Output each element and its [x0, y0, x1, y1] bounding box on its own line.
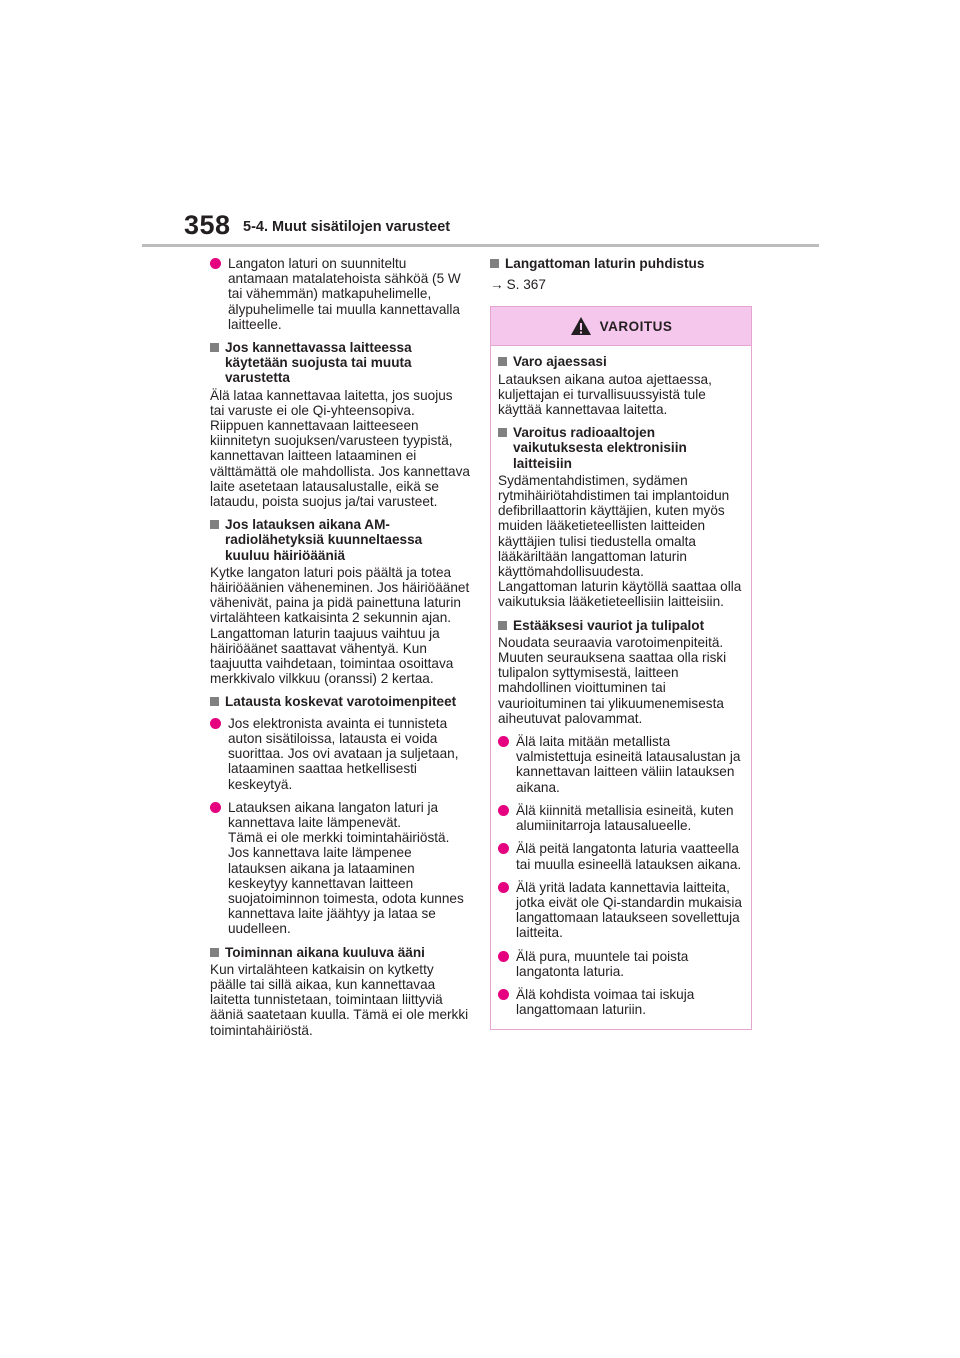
heading-square-icon — [210, 697, 219, 706]
paragraph: Kytke langaton laturi pois päältä ja totea häiriöäänien väheneminen. Jos häiriöäänet vähenivät, paina ja pidä painettuna laturin virtalähteen katkaisinta 2 sekunnin ajan. Langattoman laturin taajuus vaihtuu ja häiriöäänet saattavat vähentyä. Kun taajuutta vaihdetaan, toimintaa osoittava merkkivalo vilkkuu (oranssi) 2 kertaa. — [210, 564, 470, 687]
heading-square-icon — [498, 428, 507, 437]
bullet-dot-icon — [210, 802, 221, 813]
paragraph-text: Sydämentahdistimen, sydämen rytmihäiriötahdistimen tai implantoidun defibrillaattorin käyttäjien, kuten myös muiden lääketieteellisten laitteiden käyttäjien tulisi tiedustella omalta lääkäriltään langattoman laturin käyttömahdollisuudesta. — [498, 472, 730, 580]
paragraph: Noudata seuraavia varotoimenpiteitä. Muuten seurauksena saattaa olla riski tulipalon syttymisestä, laitteen mahdollinen vioittuminen tai vaurioituminen tai ylikuumenemisesta aiheutuvat palovammat. — [498, 634, 727, 726]
subheading-text: Toiminnan aikana kuuluva ääni — [225, 944, 425, 960]
paragraph: Kun virtalähteen katkaisin on kytketty päälle tai sillä aikaa, kun kannettavaa laitetta tunnistetaan, toimintaan liittyviä ääniä saatetaan kuulla. Tämä ei ole merkki toimintahäiriöstä. — [210, 961, 469, 1038]
right-column — [490, 256, 752, 1030]
subheading — [498, 425, 743, 471]
bullet-dot-icon — [210, 718, 221, 729]
warning-title: VAROITUS — [599, 318, 673, 334]
list-item-text: Älä kohdista voimaa tai iskuja langattomaan laturiin. — [516, 986, 695, 1018]
list-item-text: Älä yritä ladata kannettavia laitteita, jotka eivät ole Qi-standardin mukaisia langattomaan lataukseen sovellettuja laitteita. — [516, 879, 742, 941]
subheading-text: Estääksesi vauriot ja tulipalot — [513, 617, 705, 633]
list-item-text: Langaton laturi on suunniteltu antamaan matalatehoista sähköä (5 W tai vähemmän) matkapuhelimelle, älypuhelimelle tai muulla kannettavalla laitteelle. — [228, 256, 461, 332]
warning-header — [491, 307, 751, 346]
bullet-dot-icon — [498, 951, 509, 962]
page-reference-text: S. 367 — [506, 277, 546, 293]
section-title: 5-4. Muut sisätilojen varusteet — [243, 219, 451, 235]
bullet-dot-icon — [498, 843, 509, 854]
heading-square-icon — [490, 259, 499, 268]
list-item-text: Tämä ei ole merkki toimintahäiriöstä. Jos kannettava laite lämpenee latauksen aikana ja lataaminen keskeytyy kannettavan laitteen suojatoiminnon toimesta, odota kunnes kannettava laite jäähtyy ja lataa se uudelleen. — [228, 830, 464, 937]
list-item-text: Älä kiinnitä metallisia esineitä, kuten alumiinitarroja latausalueelle. — [516, 802, 734, 834]
list-item — [498, 987, 743, 1017]
paragraph: Latauksen aikana autoa ajettaessa, kuljettajan ei turvallisuussyistä tule käyttää kannettavaa laitetta. — [498, 371, 712, 418]
subheading-text: Langattoman laturin puhdistus — [505, 256, 705, 271]
header-divider — [142, 244, 819, 247]
list-item — [210, 800, 470, 937]
subheading — [490, 256, 752, 271]
list-item — [498, 949, 743, 979]
heading-square-icon — [210, 520, 219, 529]
list-item — [210, 716, 470, 792]
bullet-dot-icon — [498, 805, 509, 816]
bullet-dot-icon — [498, 882, 509, 893]
warning-triangle-icon — [570, 316, 592, 336]
subheading-text: Jos kannettavassa laitteessa käytetään suojusta tai muuta varustetta — [225, 340, 412, 386]
list-item — [498, 841, 743, 871]
subheading-text: Jos latauksen aikana AM-radiolähetyksiä kuunneltaessa kuuluu häiriöääniä — [225, 517, 423, 563]
subheading-text: Varo ajaessasi — [513, 354, 607, 370]
list-item-text: Älä peitä langatonta laturia vaatteella tai muulla esineellä latauksen aikana. — [516, 841, 742, 872]
subheading-text: Latausta koskevat varotoimenpiteet — [225, 694, 457, 710]
page-number: 358 — [184, 210, 231, 240]
subheading — [210, 340, 470, 386]
heading-square-icon — [210, 343, 219, 352]
bullet-dot-icon — [498, 736, 509, 747]
bullet-dot-icon — [498, 989, 509, 1000]
paragraph-text: Langattoman laturin käytöllä saattaa olla vaikutuksia lääketieteellisiin laitteisiin. — [498, 579, 742, 610]
subheading — [210, 945, 470, 960]
warning-box — [490, 306, 752, 1030]
left-column — [210, 256, 470, 1046]
heading-square-icon — [498, 621, 507, 630]
bullet-dot-icon — [210, 258, 221, 269]
subheading-text: Varoitus radioaaltojen vaikutuksesta elektronisiin laitteisiin — [513, 425, 687, 471]
page-header — [0, 0, 960, 250]
subheading — [498, 354, 743, 369]
paragraph: Älä lataa kannettavaa laitetta, jos suojus tai varuste ei ole Qi-yhteensopiva. Riippuen kannettavaan laitteeseen kiinnitetyn suojuksen/varusteen tyypistä, kannettavan laitteen lataaminen ei välttämättä ole mahdollista. Jos kannettava laite asetetaan latausalustalle, eikä se lataudu, poista suojus ja/tai varusteet. — [210, 387, 470, 510]
list-item — [498, 803, 743, 833]
subheading — [498, 618, 743, 633]
subheading — [210, 694, 470, 709]
heading-square-icon — [210, 948, 219, 957]
paragraph — [498, 473, 743, 610]
heading-square-icon — [498, 357, 507, 366]
subheading — [210, 517, 470, 563]
warning-body — [491, 346, 751, 1029]
list-item — [498, 734, 743, 795]
list-item — [498, 880, 743, 941]
list-item-text: Latauksen aikana langaton laturi ja kannettava laite lämpenevät. — [228, 799, 439, 830]
list-item-text: Älä pura, muuntele tai poista langatonta laturia. — [516, 948, 689, 979]
page-reference[interactable] — [490, 277, 752, 292]
list-item-text: Älä laita mitään metallista valmistettuja esineitä latausalustan ja kannettavan laitteen väliin latauksen aikana. — [516, 734, 741, 795]
list-item-text: Jos elektronista avainta ei tunnisteta auton sisätiloissa, latausta ei voida suorittaa. Jos ovi avataan ja suljetaan, lataaminen saattaa hetkellisesti keskeytyä. — [228, 715, 459, 792]
arrow-icon: → — [490, 277, 504, 293]
list-item — [210, 256, 470, 332]
